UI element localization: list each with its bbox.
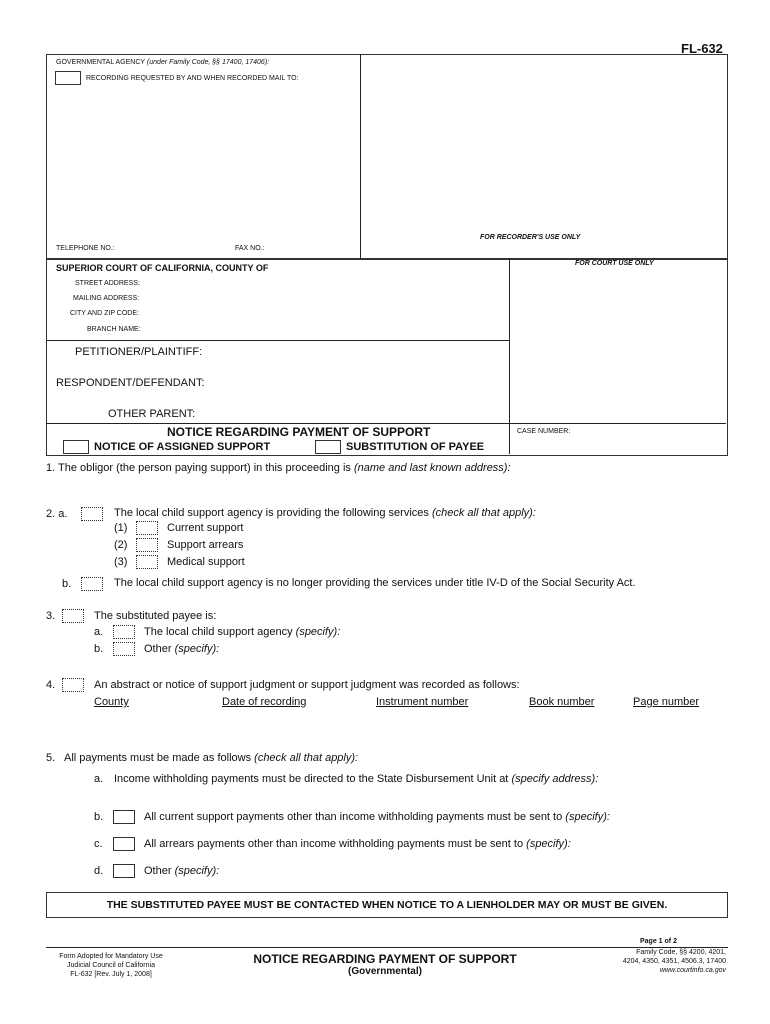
item3a-checkbox[interactable] <box>113 625 135 639</box>
item5a-text: Income withholding payments must be directed to the State Disbursement Unit at (specify address): <box>114 773 599 785</box>
item4-text: An abstract or notice of support judgment or support judgment was recorded as follows: <box>94 679 520 691</box>
item3b-text: Other (specify): <box>144 643 220 655</box>
col-instrument-number: Instrument number <box>376 696 469 708</box>
street-address-label: STREET ADDRESS: <box>75 280 140 287</box>
item1: 1. The obligor (the person paying support) in this proceeding is (name and last known address): <box>46 462 511 474</box>
item3-num: 3. <box>46 610 56 622</box>
recorder-box <box>46 54 728 260</box>
item2b-num: b. <box>62 578 72 590</box>
recorders-use-label: FOR RECORDER'S USE ONLY <box>480 234 581 241</box>
footer-subtitle: (Governmental) <box>348 966 422 977</box>
item5d-text: Other (specify): <box>144 865 220 877</box>
item3a-num: a. <box>94 626 104 638</box>
city-zip-label: CITY AND ZIP CODE: <box>70 310 139 317</box>
support-arrears-label: Support arrears <box>167 539 244 551</box>
court-title: SUPERIOR COURT OF CALIFORNIA, COUNTY OF <box>56 263 269 273</box>
item5b-text: All current support payments other than income withholding payments must be sent to (specify): <box>144 811 610 823</box>
item5b-checkbox[interactable] <box>113 810 135 824</box>
case-number-label: CASE NUMBER: <box>517 428 571 435</box>
telephone-label: TELEPHONE NO.: <box>56 245 115 252</box>
item5-text: All payments must be made as follows (check all that apply): <box>64 752 359 764</box>
item5d-checkbox[interactable] <box>113 864 135 878</box>
col-book-number: Book number <box>529 696 595 708</box>
substitution-payee-checkbox[interactable] <box>315 440 341 454</box>
mailing-address-label: MAILING ADDRESS: <box>73 295 140 302</box>
respondent-label: RESPONDENT/DEFENDANT: <box>56 377 205 389</box>
item2-sub2-num: (2) <box>114 539 128 551</box>
col-county: County <box>94 696 129 708</box>
item2-num: 2. a. <box>46 508 68 520</box>
item5c-num: c. <box>94 838 103 850</box>
form-id: FL-632 <box>681 41 723 56</box>
item2a-checkbox[interactable] <box>81 507 103 521</box>
item5d-num: d. <box>94 865 104 877</box>
item4-num: 4. <box>46 679 56 691</box>
item2b-text: The local child support agency is no longer providing the services under title IV-D of the Social Security Act. <box>114 577 636 589</box>
other-parent-label: OTHER PARENT: <box>108 408 196 420</box>
assigned-support-checkbox[interactable] <box>63 440 89 454</box>
petitioner-label: PETITIONER/PLAINTIFF: <box>75 346 203 358</box>
item5c-checkbox[interactable] <box>113 837 135 851</box>
recording-requested-label: RECORDING REQUESTED BY AND WHEN RECORDED MAIL TO: <box>86 75 299 82</box>
court-use-label: FOR COURT USE ONLY <box>575 260 654 267</box>
item2-sub1-num: (1) <box>114 522 128 534</box>
current-support-checkbox[interactable] <box>136 521 158 535</box>
item4-checkbox[interactable] <box>62 678 84 692</box>
current-support-label: Current support <box>167 522 244 534</box>
item3-checkbox[interactable] <box>62 609 84 623</box>
item5a-num: a. <box>94 773 104 785</box>
agency-label: GOVERNMENTAL AGENCY (under Family Code, §§ 17400, 17406): <box>56 59 270 66</box>
item5c-text: All arrears payments other than income withholding payments must be sent to (specify): <box>144 838 571 850</box>
warning-text: THE SUBSTITUTED PAYEE MUST BE CONTACTED WHEN NOTICE TO A LIENHOLDER MAY OR MUST BE GIVEN. <box>106 899 668 911</box>
col-page-number: Page number <box>633 696 700 708</box>
medical-support-label: Medical support <box>167 556 245 568</box>
item2-sub3-num: (3) <box>114 556 128 568</box>
support-arrears-checkbox[interactable] <box>136 538 158 552</box>
branch-name-label: BRANCH NAME: <box>87 326 141 333</box>
page-indicator: Page 1 of 2 <box>640 938 677 945</box>
footer-left: Form Adopted for Mandatory Use Judicial Council of California FL-632 [Rev. July 1, 2008] <box>59 953 163 978</box>
item2b-checkbox[interactable] <box>81 577 103 591</box>
item5-num: 5. <box>46 752 56 764</box>
item3b-num: b. <box>94 643 104 655</box>
substitution-payee-label: SUBSTITUTION OF PAYEE <box>346 441 485 453</box>
footer-right: Family Code, §§ 4200, 4201, 4204, 4350, 4351, 4506.3, 17400 www.courtinfo.ca.gov <box>622 949 726 974</box>
item3-text: The substituted payee is: <box>94 610 217 622</box>
item3b-checkbox[interactable] <box>113 642 135 656</box>
medical-support-checkbox[interactable] <box>136 555 158 569</box>
item3a-text: The local child support agency (specify): <box>144 626 341 638</box>
item5b-num: b. <box>94 811 104 823</box>
assigned-support-label: NOTICE OF ASSIGNED SUPPORT <box>94 441 271 453</box>
fax-label: FAX NO.: <box>235 245 265 252</box>
col-date-recording: Date of recording <box>222 696 307 708</box>
footer-title: NOTICE REGARDING PAYMENT OF SUPPORT <box>253 952 517 966</box>
notice-title: NOTICE REGARDING PAYMENT OF SUPPORT <box>167 425 431 439</box>
item2a-text: The local child support agency is providing the following services (check all that apply): <box>114 507 536 519</box>
recording-checkbox[interactable] <box>55 71 81 85</box>
